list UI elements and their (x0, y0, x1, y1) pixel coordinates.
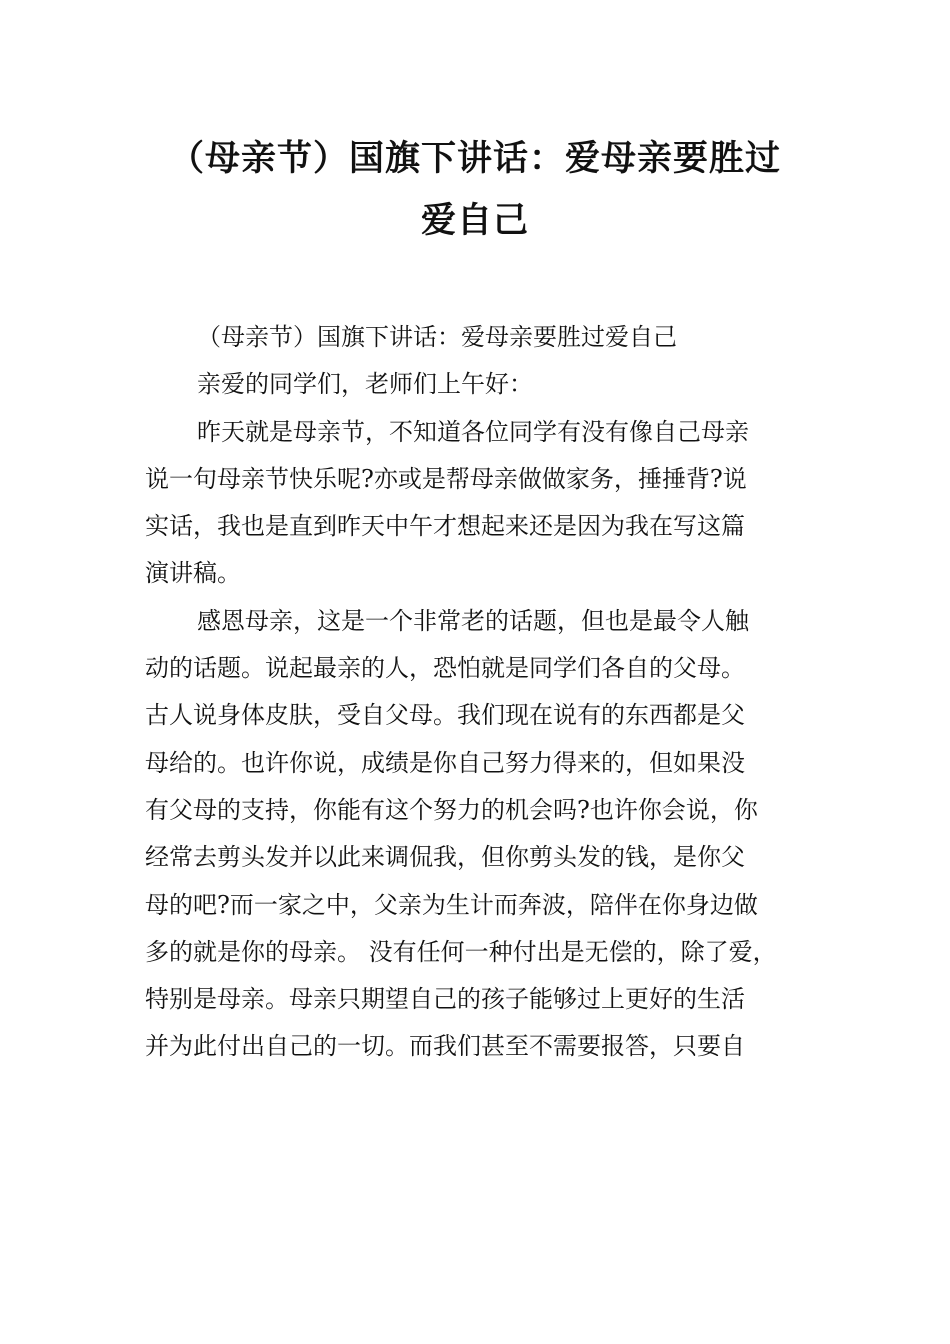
text-line: 古人说身体皮肤，受自父母。我们现在说有的东西都是父 (145, 701, 745, 730)
text-line: 说一句母亲节快乐呢?亦或是帮母亲做做家务，捶捶背?说 (145, 464, 747, 493)
text-line: 亲爱的同学们，老师们上午好： (197, 370, 533, 399)
text-line: 动的话题。说起最亲的人，恐怕就是同学们各自的父母。 (145, 654, 745, 683)
text-line: 母给的。也许你说，成绩是你自己努力得来的，但如果没 (145, 748, 745, 777)
document-body (145, 314, 825, 1071)
text-line: 有父母的支持，你能有这个努力的机会吗?也许你会说，你 (145, 795, 758, 824)
text-line: 母的吧?而一家之中，父亲为生计而奔波，陪伴在你身边做 (145, 890, 758, 919)
document-title (120, 128, 830, 252)
paragraph-gratitude (145, 598, 825, 1071)
text-line: 实话，我也是直到昨天中午才想起来还是因为我在写这篇 (145, 512, 745, 541)
text-line: 演讲稿。 (145, 559, 241, 588)
title-line: 爱自己 (420, 201, 529, 241)
text-line: 昨天就是母亲节，不知道各位同学有没有像自己母亲 (197, 417, 749, 446)
paragraph-subtitle (145, 314, 825, 361)
text-line: 经常去剪头发并以此来调侃我，但你剪头发的钱，是你父 (145, 843, 745, 872)
paragraph-greeting (145, 361, 825, 408)
text-line: 并为此付出自己的一切。而我们甚至不需要报答，只要自 (145, 1032, 745, 1061)
title-line: （母亲节）国旗下讲话：爱母亲要胜过 (168, 139, 781, 179)
text-line: （母亲节）国旗下讲话：爱母亲要胜过爱自己 (197, 323, 677, 351)
paragraph-mothers-day (145, 409, 825, 598)
text-line: 感恩母亲，这是一个非常老的话题，但也是最令人触 (197, 606, 749, 635)
text-line: 特别是母亲。母亲只期望自己的孩子能够过上更好的生活 (145, 985, 745, 1014)
text-line: 多的就是你的母亲。 没有任何一种付出是无偿的，除了爱， (145, 937, 777, 966)
